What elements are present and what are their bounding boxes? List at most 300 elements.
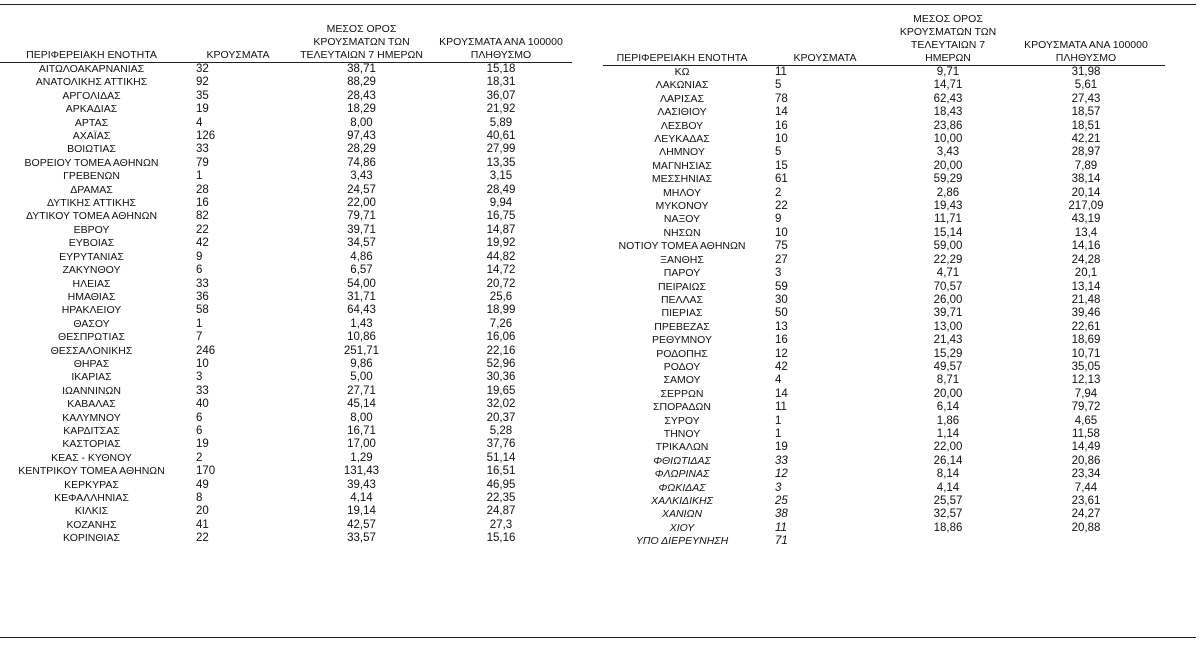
region-cell: ΙΩΑΝΝΙΝΩΝ — [62, 384, 121, 397]
top-rule — [0, 4, 1196, 5]
per100k-cell: 12,13 — [1071, 374, 1101, 387]
avg7-cell: 19,14 — [347, 505, 376, 518]
region-cell: ΠΕΛΛΑΣ — [660, 293, 704, 306]
table-row — [603, 173, 1165, 186]
per100k-cell: 18,99 — [486, 304, 516, 317]
avg7-cell: 20,00 — [933, 159, 963, 172]
cases-cell: 5 — [775, 146, 782, 159]
avg7-cell: 10,00 — [933, 133, 963, 146]
table-row — [603, 200, 1165, 213]
avg7-cell: 49,57 — [933, 360, 963, 373]
region-cell: ΜΑΓΝΗΣΙΑΣ — [652, 159, 712, 172]
avg7-cell: 3,43 — [350, 170, 373, 183]
region-cell: ΑΧΑΪΑΣ — [72, 130, 111, 143]
cases-cell: 28 — [196, 183, 209, 196]
avg7-cell: 26,14 — [933, 454, 963, 467]
table-row — [603, 160, 1165, 173]
region-cell: ΙΚΑΡΙΑΣ — [71, 371, 112, 384]
avg7-cell: 11,71 — [934, 213, 962, 226]
region-cell: ΘΑΣΟΥ — [73, 317, 110, 330]
per100k-cell: 27,43 — [1071, 92, 1101, 105]
region-cell: ΚΑΛΥΜΝΟΥ — [62, 411, 121, 424]
cases-cell: 170 — [196, 465, 216, 478]
header-region: ΠΕΡΙΦΕΡΕΙΑΚΗ ΕΝΟΤΗΤΑ — [0, 13, 183, 63]
per100k-cell: 19,92 — [486, 237, 516, 250]
header-per100k: ΚΡΟΥΣΜΑΤΑ ΑΝΑ 100000 ΠΛΗΘΥΣΜΟ — [430, 13, 572, 63]
avg7-cell: 14,71 — [933, 79, 963, 92]
per100k-cell: 7,44 — [1074, 481, 1098, 494]
table-row — [0, 251, 572, 264]
table-row — [0, 492, 572, 505]
cases-cell: 3 — [775, 267, 782, 280]
table-row — [0, 505, 572, 518]
per100k-cell: 5,89 — [489, 116, 513, 129]
region-cell: ΚΑΡΔΙΤΣΑΣ — [63, 424, 120, 437]
cases-cell: 1 — [775, 414, 782, 427]
cases-cell: 42 — [196, 237, 209, 250]
per100k-cell: 10,71 — [1071, 347, 1101, 360]
per100k-cell: 20,88 — [1071, 521, 1101, 534]
cases-cell: 11 — [775, 401, 787, 414]
per100k-cell: 217,09 — [1068, 200, 1104, 213]
cases-cell: 71 — [775, 535, 788, 548]
cases-cell: 20 — [196, 505, 209, 518]
cases-cell: 36 — [196, 290, 209, 303]
table-row — [0, 90, 572, 103]
region-cell: ΜΕΣΣΗΝΙΑΣ — [651, 173, 713, 186]
table-row — [603, 495, 1165, 508]
avg7-cell: 22,00 — [933, 441, 963, 454]
region-cell: ΝΟΤΙΟΥ ΤΟΜΕΑ ΑΘΗΝΩΝ — [618, 240, 746, 253]
cases-cell: 25 — [775, 495, 788, 507]
cases-cell: 246 — [196, 344, 216, 357]
table-row — [603, 428, 1165, 441]
table-row — [0, 170, 572, 183]
avg7-cell: 4,14 — [350, 492, 373, 504]
avg7-cell: 13,00 — [933, 320, 963, 333]
avg7-cell: 25,57 — [933, 495, 963, 507]
region-cell: ΜΥΚΟΝΟΥ — [655, 200, 709, 213]
avg7-cell: 251,71 — [343, 344, 380, 357]
region-cell: ΗΛΕΙΑΣ — [72, 277, 111, 290]
avg7-cell: 33,57 — [347, 532, 376, 545]
per100k-cell — [1007, 535, 1165, 548]
region-cell: ΑΝΑΤΟΛΙΚΗΣ ΑΤΤΙΚΗΣ — [35, 76, 148, 89]
cases-cell: 16 — [196, 197, 209, 210]
table-right-half — [603, 13, 1200, 549]
per100k-cell: 27,3 — [489, 518, 513, 531]
avg7-cell: 8,14 — [936, 468, 960, 481]
cases-cell: 22 — [196, 532, 209, 545]
cases-table-right — [603, 13, 1165, 549]
per100k-cell: 20,72 — [486, 277, 516, 290]
avg7-cell: 21,43 — [933, 334, 963, 347]
cases-cell: 4 — [775, 374, 782, 387]
per100k-cell: 18,57 — [1071, 106, 1101, 119]
table-row — [0, 130, 572, 143]
region-cell: ΞΑΝΘΗΣ — [660, 253, 704, 266]
per100k-cell: 16,75 — [486, 210, 516, 223]
cases-cell: 12 — [775, 468, 788, 481]
per100k-cell: 18,31 — [486, 76, 516, 89]
region-cell: ΛΗΜΝΟΥ — [659, 146, 705, 159]
region-cell: ΚΙΛΚΙΣ — [74, 505, 109, 518]
table-row — [0, 103, 572, 116]
table-row — [603, 361, 1165, 374]
avg7-cell: 1,86 — [936, 414, 960, 427]
per100k-cell: 32,02 — [486, 398, 516, 411]
table-row — [0, 532, 572, 545]
cases-cell: 6 — [196, 411, 203, 424]
cases-cell: 10 — [775, 226, 788, 239]
region-cell: ΠΑΡΟΥ — [663, 267, 701, 280]
table-row — [603, 267, 1165, 280]
table-row — [0, 76, 572, 89]
cases-cell: 22 — [196, 223, 209, 236]
cases-cell: 3 — [196, 371, 203, 384]
region-cell: ΕΥΒΟΙΑΣ — [68, 237, 115, 250]
table-row — [0, 398, 572, 411]
table-row — [603, 146, 1165, 159]
table-row — [603, 240, 1165, 253]
table-row — [603, 468, 1165, 481]
cases-cell: 2 — [196, 451, 203, 464]
per100k-cell: 5,61 — [1074, 79, 1098, 92]
region-cell: ΚΕΑΣ - ΚΥΘΝΟΥ — [51, 451, 132, 464]
per100k-cell: 21,92 — [486, 103, 516, 116]
cases-cell: 19 — [196, 103, 209, 116]
avg7-cell: 1,29 — [350, 451, 373, 464]
cases-cell: 78 — [775, 92, 788, 105]
bottom-rule — [0, 637, 1196, 638]
region-cell: ΡΟΔΟΥ — [663, 360, 701, 373]
region-cell: ΑΡΚΑΔΙΑΣ — [65, 103, 118, 116]
cases-cell: 59 — [775, 280, 788, 293]
cases-cell: 11 — [775, 66, 787, 78]
table-body-right — [603, 66, 1165, 549]
table-row — [0, 465, 572, 478]
table-row — [603, 294, 1165, 307]
avg7-cell: 15,29 — [933, 347, 963, 360]
header-cases: ΚΡΟΥΣΜΑΤΑ — [761, 13, 889, 66]
avg7-cell: 31,71 — [347, 290, 376, 303]
avg7-cell: 17,00 — [347, 438, 376, 451]
cases-cell: 82 — [196, 210, 209, 223]
avg7-cell: 79,71 — [347, 210, 376, 223]
cases-cell: 92 — [196, 76, 209, 89]
per100k-cell: 24,87 — [486, 505, 516, 518]
avg7-cell: 88,29 — [347, 76, 376, 89]
table-row — [603, 307, 1165, 320]
cases-cell: 14 — [775, 106, 788, 119]
table-row — [0, 385, 572, 398]
cases-cell: 42 — [775, 360, 788, 373]
per100k-cell: 9,94 — [489, 197, 513, 210]
per100k-cell: 19,65 — [486, 384, 516, 397]
cases-cell: 6 — [196, 264, 203, 277]
cases-cell: 8 — [196, 492, 203, 504]
cases-cell: 9 — [775, 213, 782, 226]
region-cell: ΚΕΦΑΛΛΗΝΙΑΣ — [54, 492, 129, 504]
region-cell: ΥΠΟ ΔΙΕΡΕΥΝΗΣΗ — [635, 535, 729, 548]
avg7-cell: 9,71 — [936, 66, 960, 78]
avg7-cell: 2,86 — [936, 186, 960, 199]
region-cell: ΝΑΞΟΥ — [663, 213, 701, 226]
header-region: ΠΕΡΙΦΕΡΕΙΑΚΗ ΕΝΟΤΗΤΑ — [603, 13, 761, 66]
per100k-cell: 42,21 — [1071, 133, 1101, 146]
table-row — [0, 197, 572, 210]
table-row — [0, 157, 572, 170]
table-left-half — [0, 13, 600, 546]
avg7-cell: 9,86 — [350, 357, 373, 370]
avg7-cell: 19,43 — [933, 200, 963, 213]
region-cell: ΛΑΚΩΝΙΑΣ — [655, 79, 709, 92]
per100k-cell: 25,6 — [489, 290, 513, 303]
region-cell: ΘΕΣΠΡΩΤΙΑΣ — [58, 331, 125, 344]
cases-cell: 126 — [196, 130, 216, 143]
table-row — [0, 358, 572, 371]
avg7-cell: 1,43 — [350, 317, 373, 330]
cases-cell: 4 — [196, 116, 203, 129]
per100k-cell: 22,35 — [486, 492, 516, 504]
table-row — [603, 133, 1165, 146]
region-cell: ΔΥΤΙΚΗΣ ΑΤΤΙΚΗΣ — [46, 197, 137, 210]
per100k-cell: 24,28 — [1071, 253, 1101, 266]
table-row — [603, 508, 1165, 521]
per100k-cell: 4,65 — [1074, 414, 1098, 427]
cases-cell: 5 — [775, 79, 782, 92]
region-cell: ΖΑΚΥΝΘΟΥ — [62, 264, 121, 277]
per100k-cell: 30,36 — [486, 371, 516, 384]
header-row — [0, 13, 572, 63]
region-cell: ΚΟΡΙΝΘΙΑΣ — [63, 532, 120, 545]
per100k-cell: 18,69 — [1071, 334, 1101, 347]
per100k-cell: 14,16 — [1071, 240, 1101, 253]
region-cell: ΦΩΚΙΔΑΣ — [658, 481, 706, 494]
avg7-cell: 28,43 — [347, 89, 376, 102]
region-cell: ΧΑΝΙΩΝ — [661, 508, 703, 521]
cases-cell: 15 — [775, 159, 788, 172]
table-row — [603, 348, 1165, 361]
avg7-cell: 6,57 — [350, 264, 373, 277]
region-cell: ΕΥΡΥΤΑΝΙΑΣ — [59, 250, 124, 263]
per100k-cell: 36,07 — [486, 89, 516, 102]
cases-cell: 16 — [775, 119, 788, 132]
per100k-cell: 39,46 — [1071, 307, 1101, 320]
cases-cell: 30 — [775, 293, 788, 306]
table-row — [603, 213, 1165, 226]
region-cell: ΚΕΝΤΡΙΚΟΥ ΤΟΜΕΑ ΑΘΗΝΩΝ — [18, 465, 165, 478]
avg7-cell: 4,14 — [936, 481, 960, 494]
table-row — [603, 415, 1165, 428]
region-cell: ΑΡΤΑΣ — [74, 116, 109, 129]
per100k-cell: 52,96 — [486, 357, 516, 370]
per100k-cell: 21,48 — [1071, 293, 1101, 306]
per100k-cell: 14,49 — [1071, 441, 1101, 454]
table-row — [0, 224, 572, 237]
per100k-cell: 13,35 — [486, 156, 516, 169]
region-cell: ΚΩ — [674, 66, 690, 78]
table-row — [603, 441, 1165, 454]
avg7-cell: 16,71 — [347, 424, 376, 437]
per100k-cell: 11,58 — [1072, 427, 1100, 440]
table-row — [603, 93, 1165, 106]
avg7-cell: 18,86 — [933, 521, 963, 534]
cases-cell: 49 — [196, 478, 209, 491]
avg7-cell: 4,71 — [936, 267, 960, 280]
region-cell: ΚΑΒΑΛΑΣ — [67, 398, 116, 411]
avg7-cell: 28,29 — [347, 143, 376, 156]
avg7-cell: 39,71 — [347, 223, 376, 236]
cases-cell: 61 — [775, 173, 788, 186]
table-row — [603, 522, 1165, 535]
table-row — [0, 371, 572, 384]
table-row — [603, 120, 1165, 133]
per100k-cell: 28,49 — [486, 183, 516, 196]
table-body-left — [0, 63, 572, 546]
region-cell: ΘΕΣΣΑΛΟΝΙΚΗΣ — [50, 344, 133, 357]
per100k-cell: 51,14 — [486, 451, 516, 464]
region-cell: ΡΟΔΟΠΗΣ — [656, 347, 708, 360]
cases-cell: 35 — [196, 89, 209, 102]
region-cell: ΣΑΜΟΥ — [663, 374, 701, 387]
cases-cell: 40 — [196, 398, 209, 411]
region-cell: ΔΡΑΜΑΣ — [70, 183, 113, 196]
table-row — [0, 210, 572, 223]
region-cell: ΦΛΩΡΙΝΑΣ — [654, 468, 710, 481]
avg7-cell: 6,14 — [936, 401, 960, 414]
region-cell: ΣΥΡΟΥ — [664, 414, 700, 427]
region-cell: ΔΥΤΙΚΟΥ ΤΟΜΕΑ ΑΘΗΝΩΝ — [25, 210, 158, 223]
avg7-cell: 62,43 — [933, 92, 963, 105]
per100k-cell: 43,19 — [1071, 213, 1101, 226]
avg7-cell: 15,14 — [933, 226, 963, 239]
cases-cell: 58 — [196, 304, 209, 317]
per100k-cell: 37,76 — [486, 438, 516, 451]
table-row — [603, 187, 1165, 200]
avg7-cell: 23,86 — [933, 119, 963, 132]
cases-cell: 41 — [196, 518, 209, 531]
per100k-cell: 20,37 — [486, 411, 516, 424]
table-row — [603, 66, 1165, 80]
table-row — [603, 455, 1165, 468]
avg7-cell: 59,29 — [933, 173, 963, 186]
table-row — [0, 264, 572, 277]
table-row — [0, 519, 572, 532]
region-cell: ΘΗΡΑΣ — [73, 357, 110, 370]
avg7-cell: 38,71 — [347, 63, 376, 75]
avg7-cell: 3,43 — [936, 146, 960, 159]
avg7-cell: 8,00 — [350, 116, 373, 129]
region-cell: ΠΙΕΡΙΑΣ — [661, 307, 703, 320]
table-row — [603, 482, 1165, 495]
table-row — [603, 254, 1165, 267]
region-cell: ΡΕΘΥΜΝΟΥ — [651, 334, 712, 347]
table-row — [0, 345, 572, 358]
table-row — [603, 535, 1165, 548]
table-row — [603, 388, 1165, 401]
per100k-cell: 24,27 — [1071, 508, 1101, 521]
region-cell: ΣΕΡΡΩΝ — [660, 387, 704, 400]
avg7-cell: 4,86 — [350, 250, 373, 263]
region-cell: ΑΡΓΟΛΙΔΑΣ — [62, 89, 121, 102]
region-cell: ΚΑΣΤΟΡΙΑΣ — [62, 438, 121, 451]
avg7-cell: 32,57 — [933, 508, 963, 521]
cases-cell: 13 — [775, 320, 788, 333]
table-row — [603, 374, 1165, 387]
avg7-cell: 8,71 — [936, 374, 960, 387]
header-avg7: ΜΕΣΟΣ ΟΡΟΣ ΚΡΟΥΣΜΑΤΩΝ ΤΩΝ ΤΕΛΕΥΤΑΙΩΝ 7 ΗΜΕΡΩΝ — [889, 13, 1007, 66]
table-row — [603, 334, 1165, 347]
table-row — [603, 106, 1165, 119]
header-avg7: ΜΕΣΟΣ ΟΡΟΣ ΚΡΟΥΣΜΑΤΩΝ ΤΩΝ ΤΕΛΕΥΤΑΙΩΝ 7 ΗΜΕΡΩΝ — [293, 13, 430, 63]
per100k-cell: 22,61 — [1071, 320, 1101, 333]
region-cell: ΕΒΡΟΥ — [73, 223, 110, 236]
cases-cell: 9 — [196, 250, 203, 263]
region-cell: ΤΡΙΚΑΛΩΝ — [655, 441, 709, 454]
cases-cell: 22 — [775, 200, 788, 213]
per100k-cell: 79,72 — [1071, 401, 1101, 414]
table-row — [0, 304, 572, 317]
region-cell: ΛΕΥΚΑΔΑΣ — [654, 133, 710, 146]
cases-cell: 19 — [196, 438, 209, 451]
region-cell: ΠΡΕΒΕΖΑΣ — [654, 320, 710, 333]
cases-cell: 12 — [775, 347, 788, 360]
avg7-cell: 18,29 — [347, 103, 376, 116]
cases-cell: 10 — [196, 357, 209, 370]
region-cell: ΛΕΣΒΟΥ — [660, 119, 704, 132]
cases-cell: 79 — [196, 156, 209, 169]
cases-cell: 2 — [775, 186, 782, 199]
header-row — [603, 13, 1165, 66]
per100k-cell: 14,72 — [486, 264, 516, 277]
per100k-cell: 14,87 — [486, 223, 516, 236]
per100k-cell: 44,82 — [486, 250, 516, 263]
table-row — [0, 318, 572, 331]
table-row — [0, 291, 572, 304]
per100k-cell: 13,4 — [1074, 226, 1098, 239]
cases-cell: 16 — [775, 334, 788, 347]
per100k-cell: 23,61 — [1071, 495, 1101, 507]
avg7-cell: 1,14 — [936, 427, 960, 440]
cases-table-left — [0, 13, 572, 546]
cases-cell: 6 — [196, 424, 203, 437]
per100k-cell: 15,16 — [486, 532, 516, 545]
per100k-cell: 5,28 — [489, 424, 513, 437]
region-cell: ΚΕΡΚΥΡΑΣ — [64, 478, 119, 491]
cases-cell: 38 — [775, 508, 788, 521]
avg7-cell: 5,00 — [350, 371, 373, 384]
per100k-cell: 16,06 — [486, 331, 516, 344]
avg7-cell: 74,86 — [347, 156, 376, 169]
per100k-cell: 3,15 — [489, 170, 513, 183]
table-row — [603, 321, 1165, 334]
cases-cell: 1 — [775, 427, 782, 440]
region-cell: ΣΠΟΡΑΔΩΝ — [653, 401, 711, 414]
avg7-cell: 18,43 — [933, 106, 963, 119]
avg7-cell: 59,00 — [933, 240, 963, 253]
region-cell: ΑΙΤΩΛΟΑΚΑΡΝΑΝΙΑΣ — [38, 63, 145, 75]
per100k-cell: 35,05 — [1071, 360, 1101, 373]
avg7-cell: 70,57 — [933, 280, 963, 293]
table-row — [0, 63, 572, 77]
table-row — [0, 412, 572, 425]
per100k-cell: 22,16 — [486, 344, 516, 357]
region-cell: ΗΡΑΚΛΕΙΟΥ — [61, 304, 122, 317]
region-cell: ΧΑΛΚΙΔΙΚΗΣ — [651, 495, 713, 507]
cases-cell: 33 — [196, 143, 209, 156]
cases-cell: 32 — [196, 63, 209, 75]
